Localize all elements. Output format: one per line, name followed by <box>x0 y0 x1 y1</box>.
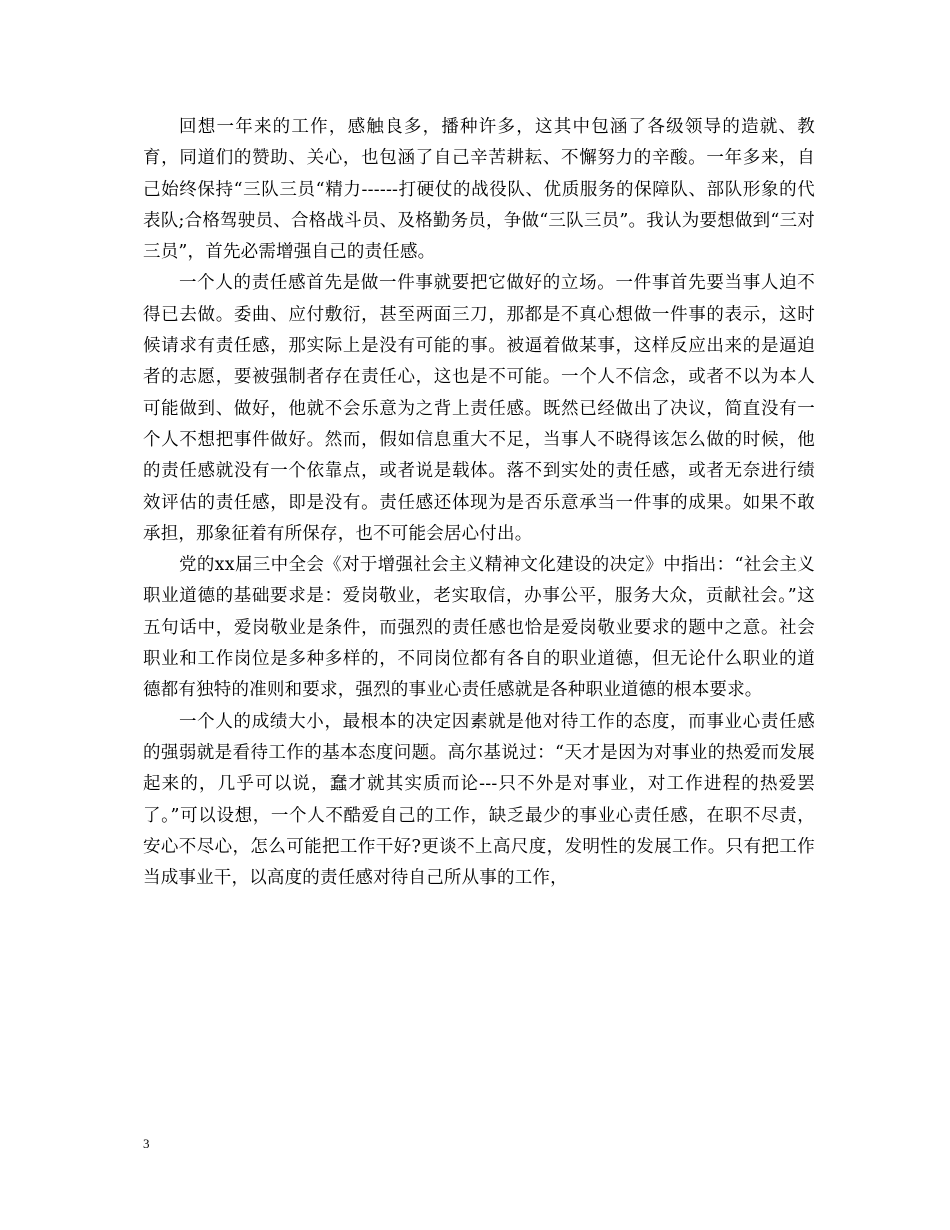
paragraph-2: 一个人的责任感首先是做一件事就要把它做好的立场。一件事首先要当事人迫不得已去做。委曲、应付敷衍，甚至两面三刀，那都是不真心想做一件事的表示，这时候请求有责任感，那实际上是没有可能的事。被逼着做某事，这样反应出来的是逼迫者的志愿，要被强制者存在责任心，这也是不可能。一个人不信念，或者不以为本人可能做到、做好，他就不会乐意为之背上责任感。既然已经做出了决议，简直没有一个人不想把事件做好。然而，假如信息重大不足，当事人不晓得该怎么做的时候，他的责任感就没有一个依靠点，或者说是载体。落不到实处的责任感，或者无奈进行绩效评估的责任感，即是没有。责任感还体现为是否乐意承当一件事的成果。如果不敢承担，那象征着有所保存，也不可能会居心付出。 <box>143 273 815 544</box>
page-number: 3 <box>143 1136 150 1151</box>
paragraph-3: 党的xx届三中全会《对于增强社会主义精神文化建设的决定》中指出：“社会主义职业道德的基础要求是：爱岗敬业，老实取信，办事公平，服务大众，贡献社会。”这五句话中，爱岗敬业是条件，而强烈的责任感也恰是爱岗敬业要求的题中之意。社会职业和工作岗位是多种多样的，不同岗位都有各自的职业道德，但无论什么职业的道德都有独特的准则和要求，强烈的事业心责任感就是各种职业道德的根本要求。 <box>143 555 815 701</box>
paragraph-4: 一个人的成绩大小，最根本的决定因素就是他对待工作的态度，而事业心责任感的强弱就是看待工作的基本态度问题。高尔基说过：“天才是因为对事业的热爱而发展起来的，几乎可以说，蠢才就其实质而论---只不外是对事业，对工作进程的热爱罢了。”可以设想，一个人不酷爱自己的工作，缺乏最少的事业心责任感，在职不尽责，安心不尽心，怎么可能把工作干好?更谈不上高尺度，发明性的发展工作。只有把工作当成事业干，以高度的责任感对待自己所从事的工作， <box>143 711 815 889</box>
body-text <box>143 112 815 894</box>
paragraph-1: 回想一年来的工作，感触良多，播种许多，这其中包涵了各级领导的造就、教育，同道们的赞助、关心，也包涵了自己辛苦耕耘、不懈努力的辛酸。一年多来，自己始终保持“三队三员“精力------打硬仗的战役队、优质服务的保障队、部队形象的代表队;合格驾驶员、合格战斗员、及格勤务员，争做“三队三员”。我认为要想做到“三对三员”，首先必需增强自己的责任感。 <box>143 117 815 263</box>
